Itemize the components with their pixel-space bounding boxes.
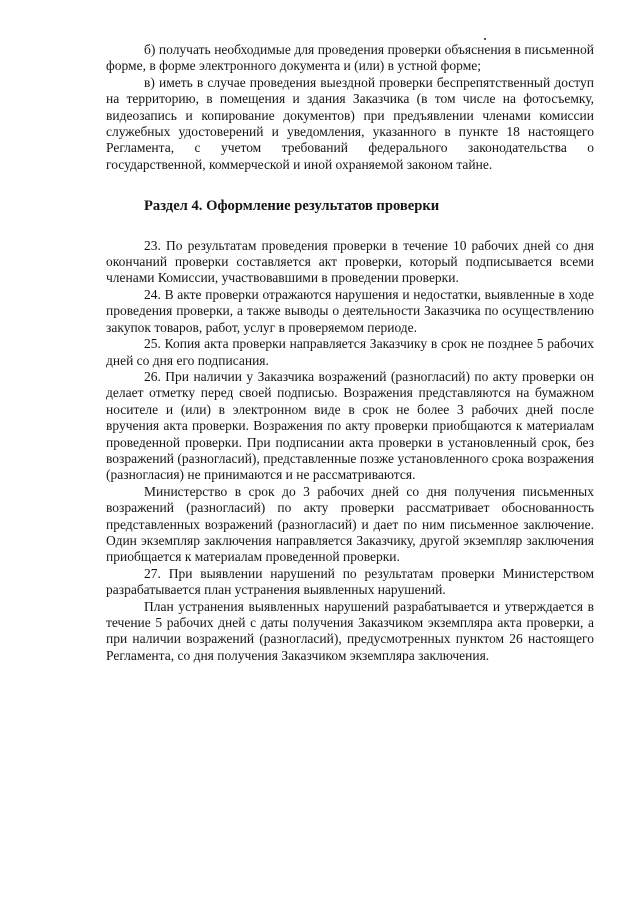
paragraph-item-v: в) иметь в случае проведения выездной проверки беспрепятственный доступ на территорию, в помещения и здания Заказчика (в том числе на фотосъемку, видеозапись и копирование документов) при предъявлении членами комиссии служебных удостоверений и уведомления, указанного в пункте 18 настоящего Регламента, с учетом требований федерального законодательства о государственной, коммерческой и иной охраняемой законом тайне. bbox=[106, 74, 594, 172]
scan-speck bbox=[484, 38, 486, 40]
paragraph-23: 23. По результатам проведения проверки в течение 10 рабочих дней со дня окончаний проверки составляется акт проверки, который подписывается всеми членами Комиссии, участвовавшими в проведении проверки. bbox=[106, 237, 594, 286]
paragraph-ministry-review: Министерство в срок до 3 рабочих дней со дня получения письменных возражений (разногласий) по акту проверки рассматривает обоснованность представленных возражений (разногласий) и дает по ним письменное заключение. Один экземпляр заключения направляется Заказчику, другой экземпляр заключения приобщается к материалам проведенной проверки. bbox=[106, 483, 594, 565]
document-page bbox=[106, 42, 594, 664]
paragraph-remediation-plan: План устранения выявленных нарушений разрабатывается и утверждается в течение 5 рабочих дней с даты получения Заказчиком экземпляра акта проверки, а при наличии возражений (разногласий), предусмотренных пунктом 26 настоящего Регламента, со дня получения Заказчиком экземпляра заключения. bbox=[106, 598, 594, 663]
paragraph-25: 25. Копия акта проверки направляется Заказчику в срок не позднее 5 рабочих дней со дня его подписания. bbox=[106, 336, 594, 368]
section-heading: Раздел 4. Оформление результатов проверки bbox=[144, 198, 440, 215]
paragraph-item-b: б) получать необходимые для проведения проверки объяснения в письменной форме, в форме электронного документа и (или) в устной форме; bbox=[106, 42, 594, 74]
paragraph-26: 26. При наличии у Заказчика возражений (разногласий) по акту проверки он делает отметку перед своей подписью. Возражения представляются на бумажном носителе и (или) в электронном виде в срок не более 3 рабочих дней после вручения акта проверки. Возражения по акту проверки приобщаются к материалам проведенной проверки. При подписании акта проверки в установленный срок, без возражений (разногласий), представленные позже установленного срока возражения (разногласия) не принимаются и не рассматриваются. bbox=[106, 368, 594, 483]
paragraph-24: 24. В акте проверки отражаются нарушения и недостатки, выявленные в ходе проведения проверки, а также выводы о деятельности Заказчика по осуществлению закупок товаров, работ, услуг в проверяемом периоде. bbox=[106, 286, 594, 335]
paragraph-27: 27. При выявлении нарушений по результатам проверки Министерством разрабатывается план устранения выявленных нарушений. bbox=[106, 565, 594, 598]
